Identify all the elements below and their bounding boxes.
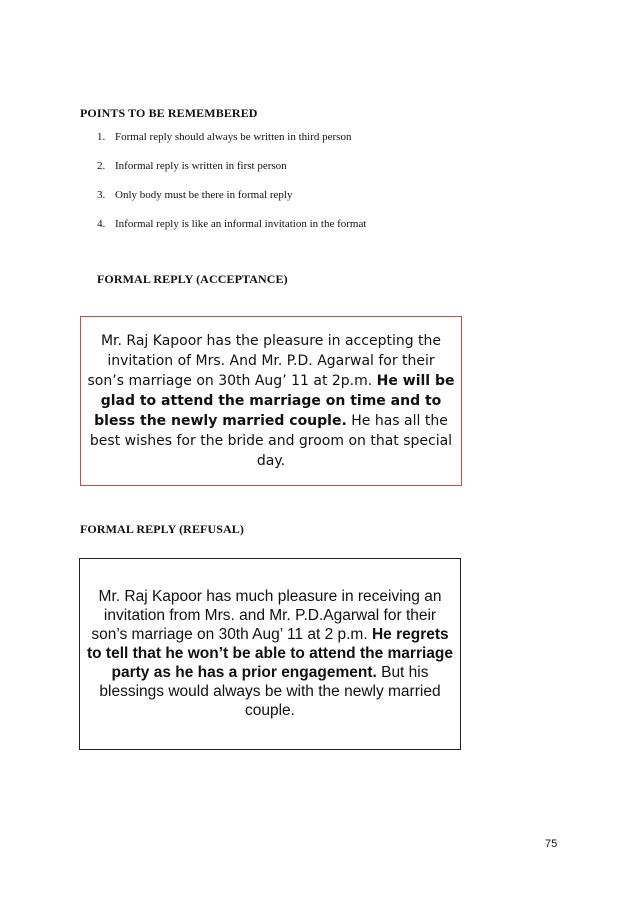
- acceptance-text-start: Mr. Raj Kapoor has the pleasure in accepting the invitation of Mrs. And Mr. P.D. Agarwal for their son’s marriage on 30th Aug’ 11 at 2p.m.: [87, 333, 442, 389]
- list-item-text: Informal reply is like an informal invitation in the format: [115, 218, 367, 230]
- refusal-text-end: But his blessings would always be with the newly married couple.: [99, 664, 441, 719]
- list-item-number: 3.: [97, 189, 106, 201]
- list-item-text: Only body must be there in formal reply: [115, 189, 293, 201]
- refusal-text-start: Mr. Raj Kapoor has much pleasure in receiving an invitation from Mrs. and Mr. P.D.Agarwal for their son’s marriage on 30th Aug’ 11 at 2 p.m.: [91, 588, 442, 643]
- points-heading: POINTS TO BE REMEMBERED: [80, 106, 258, 120]
- list-item: [97, 188, 366, 217]
- refusal-text-bold: He regrets to tell that he won’t be able to attend the marriage party as he has a prior engagement.: [86, 626, 453, 681]
- refusal-reply-text: [80, 587, 460, 720]
- acceptance-reply-text: [81, 331, 461, 471]
- list-item-number: 4.: [97, 218, 106, 230]
- list-item-text: Formal reply should always be written in third person: [115, 131, 352, 143]
- refusal-heading: FORMAL REPLY (REFUSAL): [80, 522, 244, 536]
- list-item: [97, 217, 366, 246]
- list-item-number: 2.: [97, 160, 106, 172]
- acceptance-heading: FORMAL REPLY (ACCEPTANCE): [97, 272, 288, 286]
- acceptance-text-bold: He will be glad to attend the marriage on time and to bless the newly married couple.: [94, 373, 455, 429]
- list-item-text: Informal reply is written in first person: [115, 160, 287, 172]
- acceptance-reply-box: [80, 316, 462, 486]
- page-number: 75: [545, 838, 558, 850]
- list-item-number: 1.: [97, 131, 106, 143]
- refusal-reply-box: [79, 558, 461, 750]
- points-list: [97, 130, 366, 246]
- list-item: [97, 159, 366, 188]
- list-item: [97, 130, 366, 159]
- acceptance-text-end: He has all the best wishes for the bride and groom on that special day.: [89, 413, 453, 469]
